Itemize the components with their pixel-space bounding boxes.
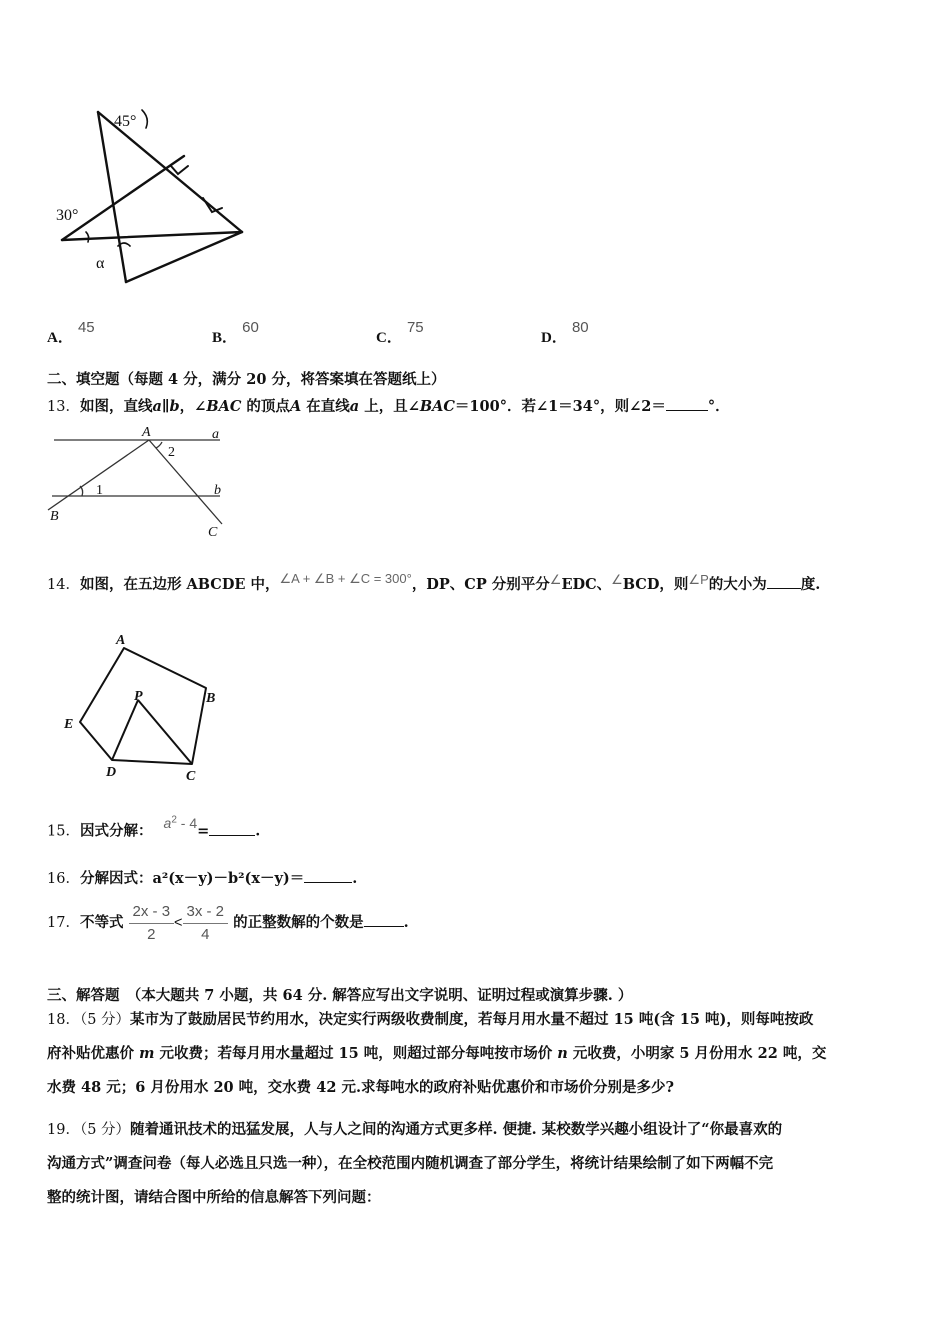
q13-part: 上，且∠: [359, 398, 420, 415]
question-number: 15．: [47, 823, 80, 840]
fraction-1: [129, 901, 175, 946]
q13-part: ，∠: [179, 398, 207, 415]
vertex-b-label: B: [206, 691, 216, 706]
q19-line-3: 整的统计图，请结合图中所给的信息解答下列问题：: [47, 1189, 381, 1206]
variable-m: m: [139, 1045, 155, 1062]
angle-2-label: 2: [168, 445, 175, 460]
q13-part: °．: [707, 398, 730, 415]
q13-part: a∥b: [152, 398, 180, 415]
question-score: （5 分）: [79, 1122, 131, 1138]
q15-expression: [164, 815, 198, 831]
question-number: 19．: [47, 1122, 80, 1138]
section-2-title: 二、填空题（每题 4 分，满分 20 分，将答案填在答题纸上）: [47, 371, 446, 388]
option-letter: C．: [376, 330, 402, 346]
question-number: 18．: [47, 1012, 80, 1028]
question-number: 13．: [47, 399, 80, 415]
q12-option-d: [541, 316, 589, 346]
question-number: 16．: [47, 871, 80, 887]
q18-line-1: [47, 1005, 909, 1035]
q12-option-a: [47, 316, 95, 346]
section-3-title: 三、解答题 （本大题共 7 小题，共 64 分. 解答应写出文字说明、证明过程或演算步骤. ）: [47, 987, 633, 1004]
angle-p-math: ∠P: [688, 572, 709, 587]
expr-exponent: 2: [171, 814, 177, 825]
q18-line-text: 元收费，小明家 5 月份用水 22 吨，交: [567, 1045, 827, 1062]
point-b-label: B: [50, 509, 59, 524]
q18-line-3: 水费 48 元；6 月份用水 20 吨，交水费 42 元.求每吨水的政府补贴优惠价和市场价分别是多少?: [47, 1079, 675, 1096]
q19-text: [47, 1115, 909, 1213]
option-value: 80: [571, 319, 589, 336]
variable-n: n: [557, 1045, 568, 1062]
q18-line-text: 元收费；若每月用水量超过 15 吨，则超过部分每吨按市场价: [154, 1045, 558, 1062]
q13-text: [47, 396, 730, 417]
q15-part: =: [197, 822, 210, 840]
q16-text: [47, 868, 357, 889]
q19-line-2: 沟通方式”调查问卷（每人必选且只选一种），在全校范围内随机调查了部分学生，将统计结果绘制了如下两幅不完: [47, 1155, 774, 1172]
question-score: （5 分）: [79, 1012, 131, 1028]
q13-part: ＝100°．若∠1＝34°，则∠2＝: [454, 398, 666, 415]
answer-blank[interactable]: [666, 396, 708, 411]
q19-line-1: [47, 1115, 909, 1145]
angle-1-label: 1: [96, 483, 103, 498]
angle-alpha-label: α: [96, 255, 105, 272]
q12-option-c: [376, 316, 424, 346]
q14-part: BCD，则: [622, 576, 689, 593]
q13-part: 在直线: [301, 398, 350, 415]
q19-line-text: 随着通讯技术的迅猛发展，人与人之间的沟通方式更多样. 便捷. 某校数学兴趣小组设计了“你最喜欢的: [130, 1121, 783, 1138]
angle-45-label: 45°: [114, 113, 137, 130]
less-than-sign: <: [174, 915, 183, 931]
q17-part: .: [403, 914, 409, 931]
q17-part: 不等式: [79, 914, 124, 931]
vertex-d-label: D: [106, 765, 117, 780]
q12-triangle-figure: [50, 100, 260, 290]
q16-part: .: [352, 870, 358, 887]
line-a-label: a: [212, 427, 219, 442]
q17-part: 的正整数解的个数是: [233, 914, 364, 931]
q16-part: 分解因式：a²(x－y)－b²(x－y)＝: [79, 870, 305, 887]
option-value: 60: [242, 319, 259, 336]
q14-angle-sum-math: ∠A + ∠B + ∠C = 300°: [279, 571, 412, 586]
vertex-c-label: C: [186, 769, 196, 784]
q14-part: ，DP、CP 分别平分: [411, 576, 550, 593]
fraction-numerator: 2x - 3: [129, 901, 175, 924]
q14-part: 的大小为: [708, 576, 767, 593]
option-value: 75: [406, 319, 424, 336]
q14-part: 度.: [800, 576, 821, 593]
expr-rest: - 4: [176, 814, 198, 831]
q12-option-b: [212, 316, 259, 346]
angle-symbol: ∠: [611, 572, 623, 587]
fraction-denominator: 2: [147, 925, 156, 943]
q13-part: a: [349, 398, 360, 415]
q15-part: 因式分解：: [79, 822, 153, 840]
expr-base: a: [163, 814, 172, 831]
vertex-e-label: E: [64, 717, 74, 732]
option-value: 45: [77, 319, 95, 336]
q14-pentagon-figure: [58, 626, 238, 786]
angle-30-label: 30°: [56, 207, 79, 224]
vertex-a-label: A: [116, 633, 126, 648]
point-c-label: C: [208, 525, 218, 540]
answer-blank[interactable]: [209, 821, 255, 836]
q13-part: 如图，直线: [79, 398, 153, 415]
angle-symbol: ∠: [549, 572, 562, 587]
line-b-label: b: [214, 483, 221, 498]
fraction-2: [183, 901, 229, 946]
answer-blank[interactable]: [767, 574, 801, 589]
q14-part: 如图，在五边形 ABCDE 中，: [79, 576, 280, 593]
q17-text: [47, 900, 409, 946]
q18-line-2: [47, 1039, 909, 1069]
q13-part: 的顶点: [241, 398, 290, 415]
q13-parallel-lines-figure: [44, 424, 244, 544]
q14-part: EDC、: [561, 576, 612, 593]
answer-blank[interactable]: [364, 912, 404, 927]
fraction-denominator: 4: [201, 925, 210, 943]
q18-text: [47, 1005, 909, 1103]
question-number: 14．: [47, 577, 80, 593]
q14-text: [47, 571, 821, 595]
point-a-label: A: [142, 425, 151, 440]
point-p-label: P: [134, 689, 143, 704]
option-letter: A．: [47, 330, 73, 346]
q15-part: .: [255, 822, 261, 840]
option-letter: D．: [541, 330, 567, 346]
option-letter: B．: [212, 330, 238, 346]
q18-line-text: 府补贴优惠价: [47, 1045, 140, 1062]
q13-part: A: [289, 398, 302, 415]
q18-line-text: 某市为了鼓励居民节约用水，决定实行两级收费制度，若每月用水量不超过 15 吨(含 15 吨)，则每吨按政: [130, 1011, 814, 1028]
q13-part: BAC: [419, 398, 455, 415]
q15-text: [47, 814, 261, 842]
q13-part: BAC: [206, 398, 242, 415]
answer-blank[interactable]: [304, 868, 352, 883]
fraction-numerator: 3x - 2: [183, 901, 229, 924]
question-number: 17．: [47, 915, 80, 931]
